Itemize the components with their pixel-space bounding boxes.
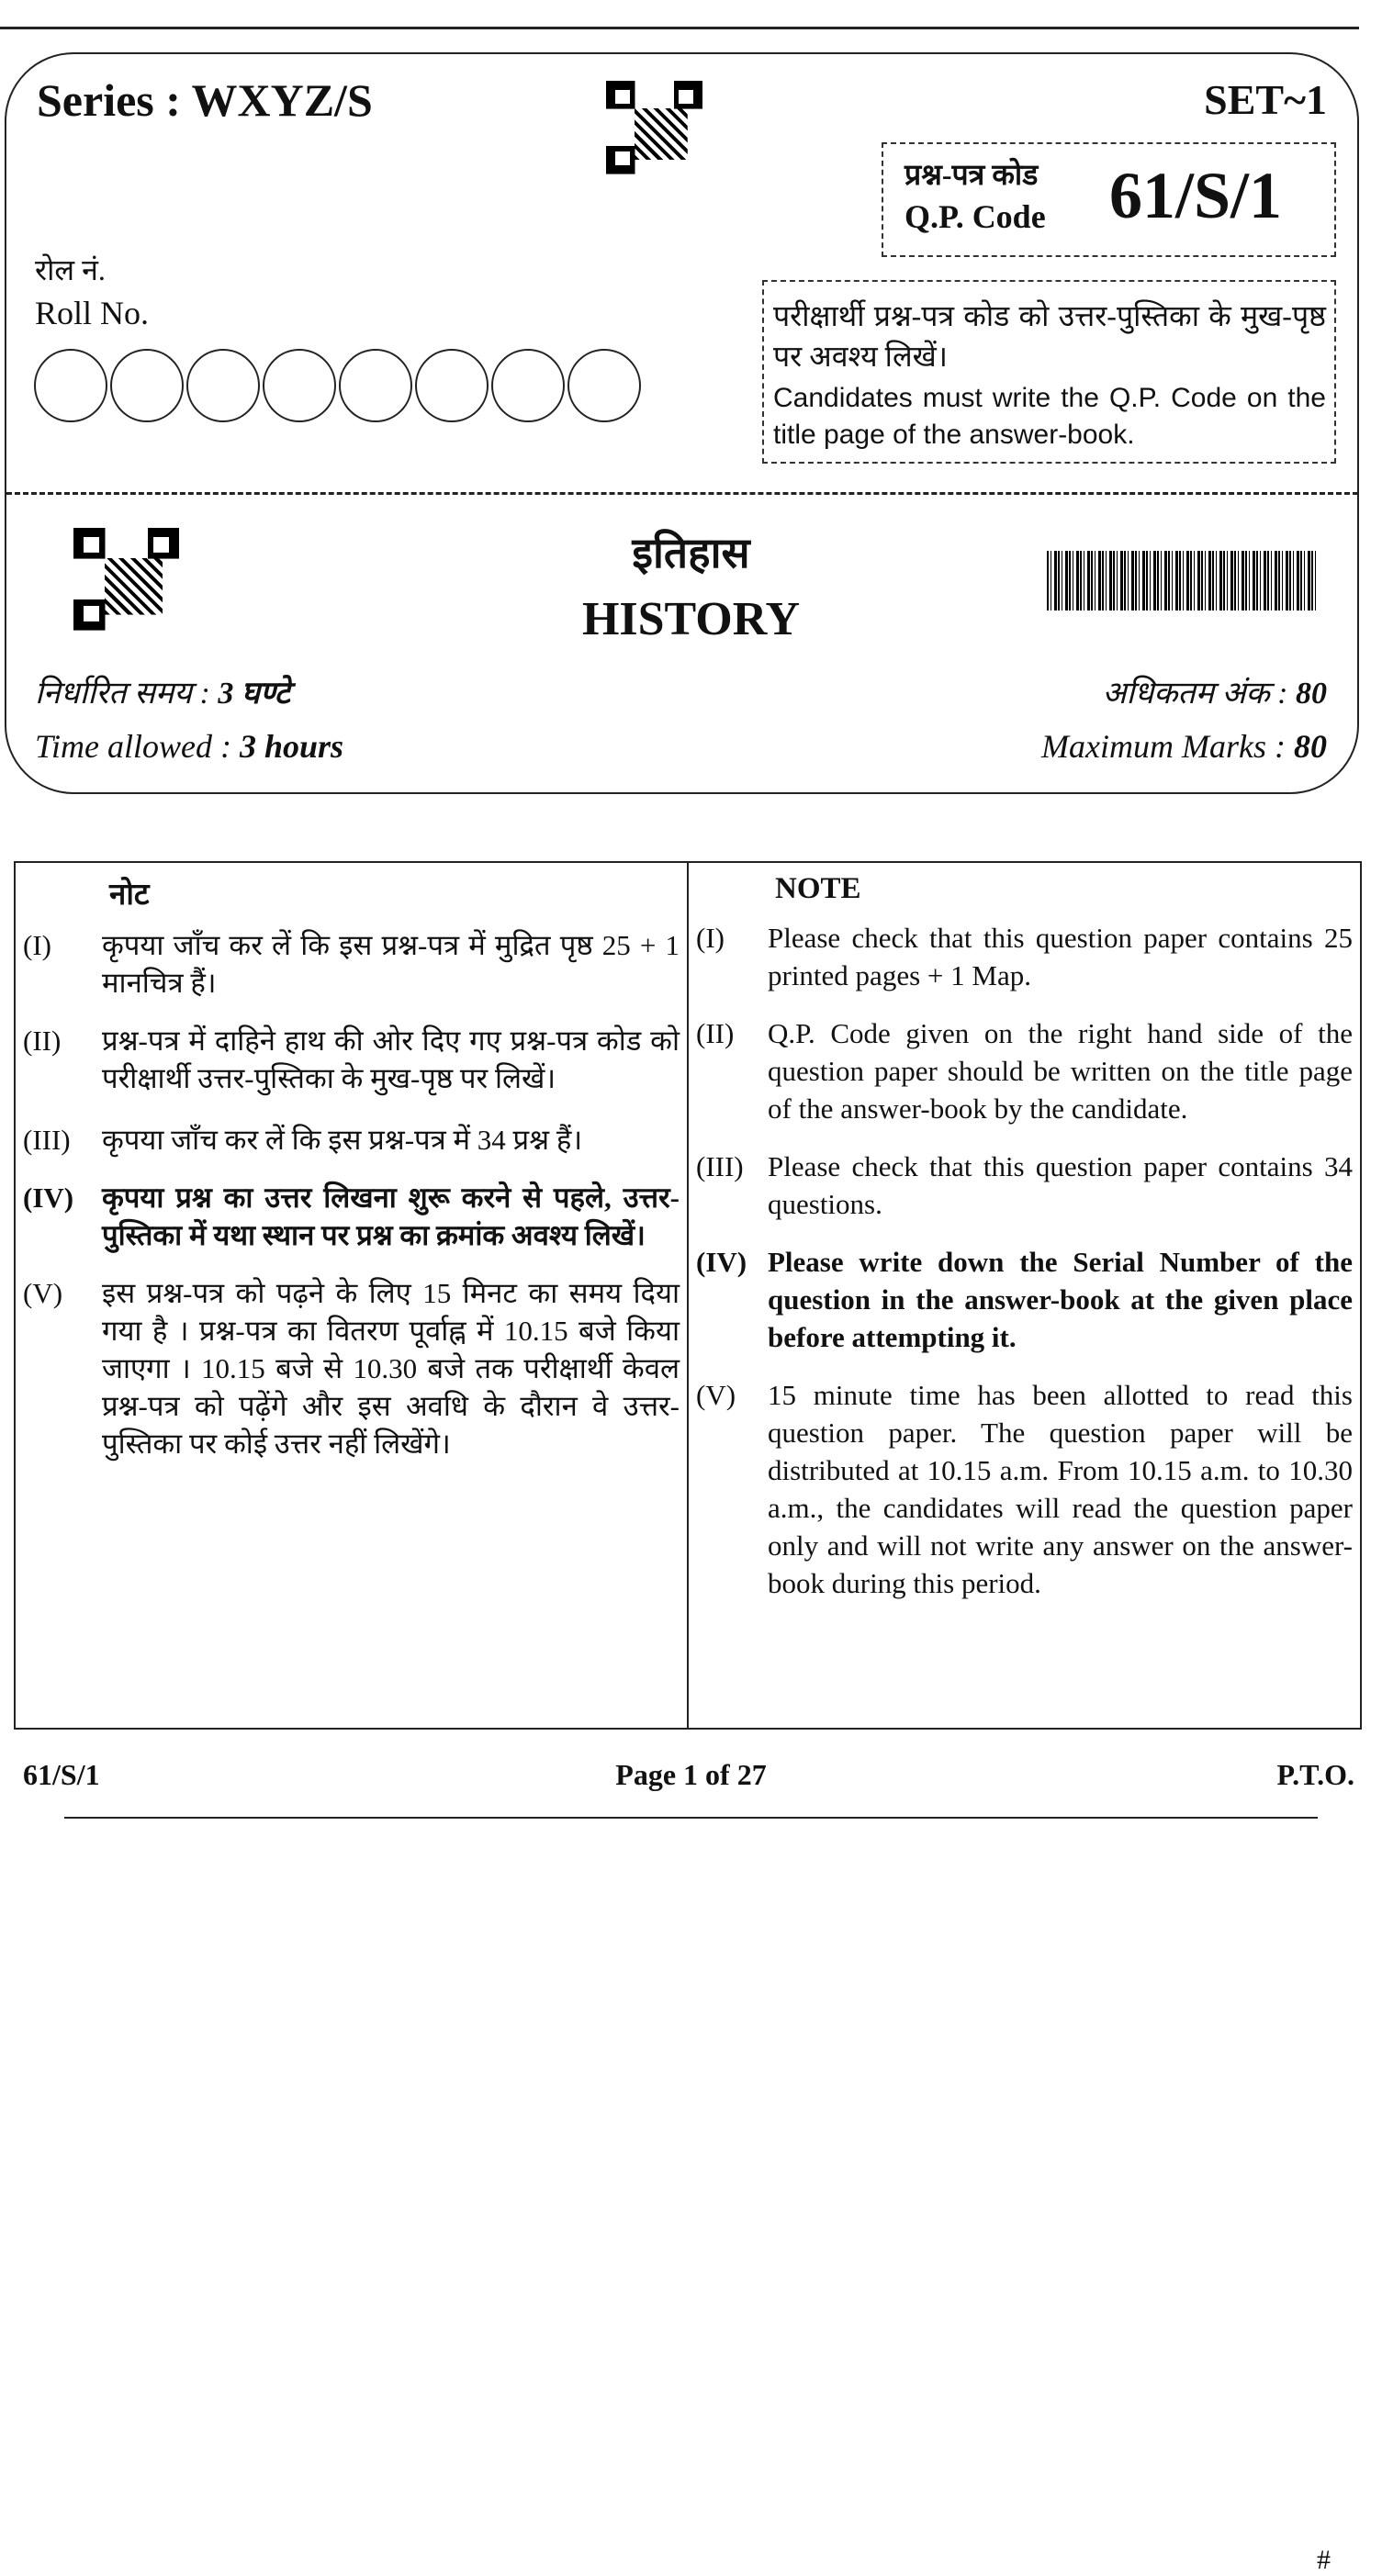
series-label: Series : WXYZ/S xyxy=(37,74,373,126)
note-item-text: इस प्रश्न-पत्र को पढ़ने के लिए 15 मिनट का समय दिया गया है । प्रश्न-पत्र का वितरण पूर्वाह्न में 10.15 बजे किया जाएगा । 10.15 बजे से 10.30 बजे तक परीक्षार्थी केवल प्रश्न-पत्र को पढ़ेंगे और इस अवधि के दौरान वे उत्तर-पुस्तिका पर कोई उत्तर नहीं लिखेंगे। xyxy=(102,1277,680,1460)
time-allowed-en: Time allowed : 3 hours xyxy=(35,728,344,765)
note-item-text: कृपया जाँच कर लें कि इस प्रश्न-पत्र में 34 प्रश्न हैं। xyxy=(102,1124,583,1156)
footer-qp-code: 61/S/1 xyxy=(23,1758,100,1791)
top-rule xyxy=(0,27,1359,29)
max-marks-hi: अधिकतम अंक : 80 xyxy=(1102,677,1327,711)
qp-code-value: 61/S/1 xyxy=(1109,159,1283,232)
note-item-text: Please check that this question paper contains 25 printed pages + 1 Map. xyxy=(768,922,1353,991)
footer-pto: P.T.O. xyxy=(1276,1758,1354,1791)
roll-digit-box[interactable] xyxy=(339,349,412,422)
note-item xyxy=(696,1376,1353,1602)
note-item xyxy=(696,1148,1353,1223)
note-item-number: (IV) xyxy=(696,1246,747,1278)
note-item-number: (III) xyxy=(23,1124,71,1156)
time-allowed-hi: निर्धारित समय : 3 घण्टे xyxy=(35,677,290,711)
subject-hi: इतिहास xyxy=(632,530,750,577)
note-item-text: Please write down the Serial Number of the question in the answer-book at the given place before attempting it. xyxy=(768,1246,1353,1353)
note-item-text: कृपया प्रश्न का उत्तर लिखना शुरू करने से पहले, उत्तर-पुस्तिका में यथा स्थान पर प्रश्न का क्रमांक अवश्य लिखें। xyxy=(102,1182,680,1251)
note-item xyxy=(696,919,1353,994)
note-item-number: (II) xyxy=(23,1025,62,1057)
set-label: SET~1 xyxy=(1204,76,1327,123)
note-title-en: NOTE xyxy=(775,872,861,905)
note-item-number: (I) xyxy=(23,929,51,961)
note-item-number: (V) xyxy=(696,1379,736,1411)
footer-page-number: Page 1 of 27 xyxy=(615,1758,767,1791)
note-item-text: प्रश्न-पत्र में दाहिने हाथ की ओर दिए गए प्रश्न-पत्र कोड को परीक्षार्थी उत्तर-पुस्तिका के मुख-पृष्ठ पर लिखें। xyxy=(102,1025,680,1094)
note-item-number: (V) xyxy=(23,1277,63,1309)
roll-digit-box[interactable] xyxy=(34,349,107,422)
roll-label-hi: रोल नं. xyxy=(35,253,106,286)
note-item xyxy=(23,1121,680,1159)
note-item xyxy=(23,1274,680,1462)
note-item xyxy=(696,1014,1353,1127)
qp-code-label-hi: प्रश्न-पत्र कोड xyxy=(904,158,1039,191)
roll-digit-box[interactable] xyxy=(110,349,184,422)
note-column-hindi xyxy=(15,862,688,1729)
subject-en: HISTORY xyxy=(581,593,801,645)
note-item-text: कृपया जाँच कर लें कि इस प्रश्न-पत्र में मुद्रित पृष्ठ 25 + 1 मानचित्र हैं। xyxy=(102,929,680,999)
roll-digit-box[interactable] xyxy=(415,349,489,422)
note-item-text: Q.P. Code given on the right hand side of the question paper should be written on the title page of the answer-book by the candidate. xyxy=(768,1017,1353,1125)
roll-digit-box[interactable] xyxy=(491,349,565,422)
qr-code-top xyxy=(606,81,702,174)
note-item xyxy=(696,1243,1353,1356)
note-item-number: (III) xyxy=(696,1150,744,1182)
note-item xyxy=(23,1022,680,1097)
end-mark: # xyxy=(1317,2545,1331,2575)
note-item xyxy=(23,1179,680,1254)
note-title-hi: नोट xyxy=(109,879,150,912)
note-item-number: (II) xyxy=(696,1017,735,1049)
roll-digit-box[interactable] xyxy=(567,349,641,422)
note-item-text: 15 minute time has been allotted to read this question paper. The question paper will be distributed at 10.15 a.m. From 10.15 a.m. to 10.30 a.m., the candidates will read the question paper only and will not write any answer on the answer-book during this period. xyxy=(768,1379,1353,1599)
note-item xyxy=(23,926,680,1002)
roll-number-boxes[interactable] xyxy=(34,349,644,427)
roll-digit-box[interactable] xyxy=(263,349,336,422)
note-item-text: Please check that this question paper contains 34 questions. xyxy=(768,1150,1353,1220)
barcode xyxy=(1047,551,1318,610)
section-divider xyxy=(6,492,1358,495)
instruction-hi: परीक्षार्थी प्रश्न-पत्र कोड को उत्तर-पुस्तिका के मुख-पृष्ठ पर अवश्य लिखें। xyxy=(773,299,1326,373)
note-item-number: (I) xyxy=(696,922,725,954)
note-item-number: (IV) xyxy=(23,1182,74,1214)
roll-digit-box[interactable] xyxy=(186,349,260,422)
roll-label-en: Roll No. xyxy=(35,295,150,331)
qp-code-label-en: Q.P. Code xyxy=(904,198,1046,235)
bottom-rule xyxy=(64,1817,1318,1819)
instruction-en: Candidates must write the Q.P. Code on the title page of the answer-book. xyxy=(773,383,1326,450)
max-marks-en: Maximum Marks : 80 xyxy=(1041,728,1327,765)
